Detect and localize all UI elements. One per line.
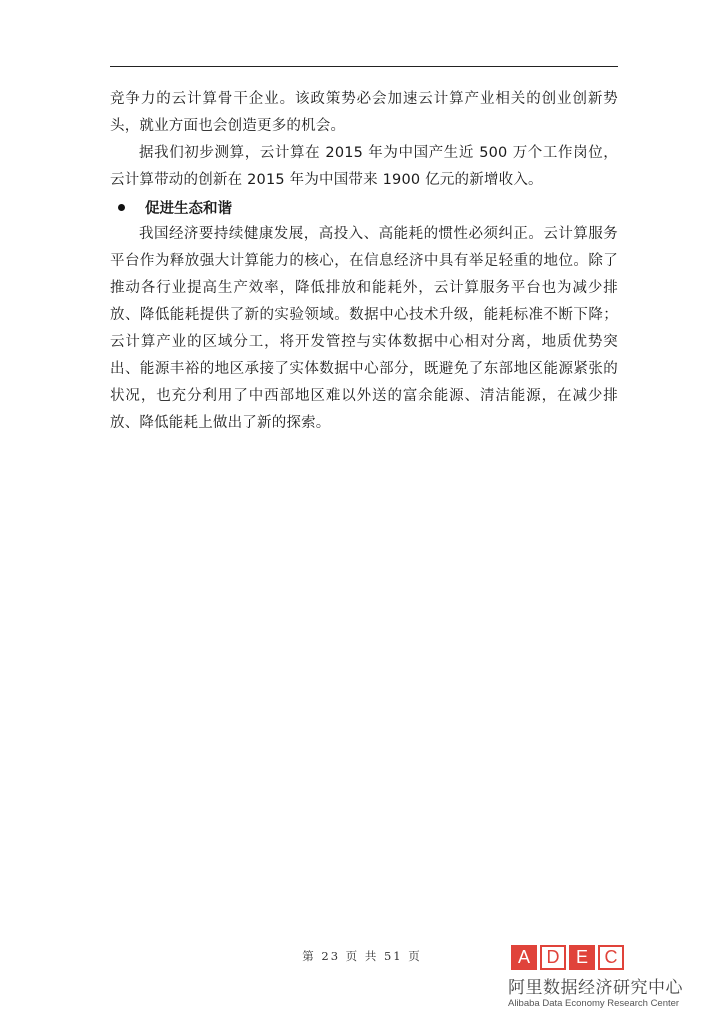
logo-letter-c: C: [598, 945, 624, 970]
body-text: [110, 86, 618, 437]
paragraph-2: 据我们初步测算，云计算在 2015 年为中国产生近 500 万个工作岗位，云计算带动的创新在 2015 年为中国带来 1900 亿元的新增收入。: [110, 145, 618, 188]
logo-chinese-name: 阿里数据经济研究中心: [508, 978, 683, 998]
logo-letters: [511, 945, 688, 970]
bullet-heading: [118, 194, 618, 221]
paragraph-1: 竞争力的云计算骨干企业。该政策势必会加速云计算产业相关的创业创新势头，就业方面也会创造更多的机会。: [110, 91, 618, 134]
logo-letter-d: D: [540, 945, 566, 970]
bullet-heading-label: 促进生态和谐: [145, 201, 232, 217]
bullet-dot-icon: [118, 204, 125, 211]
logo-english-name: Alibaba Data Economy Research Center: [508, 998, 680, 1009]
adec-logo: [508, 945, 688, 1007]
logo-letter-a: A: [511, 945, 537, 970]
paragraph-3: 我国经济要持续健康发展，高投入、高能耗的惯性必须纠正。云计算服务平台作为释放强大计算能力的核心，在信息经济中具有举足轻重的地位。除了推动各行业提高生产效率，降低排放和能耗外，云计算服务平台也为减少排放、降低能耗提供了新的实验领域。数据中心技术升级，能耗标准不断下降；云计算产业的区域分工，将开发管控与实体数据中心相对分离，地质优势突出、能源丰裕的地区承接了实体数据中心部分，既避免了东部地区能源紧张的状况，也充分利用了中西部地区难以外送的富余能源、清洁能源，在减少排放、降低能耗上做出了新的探索。: [110, 226, 618, 431]
logo-letter-e: E: [569, 945, 595, 970]
page-number: 第 23 页 共 51 页: [302, 949, 422, 963]
header-rule: [110, 66, 618, 67]
